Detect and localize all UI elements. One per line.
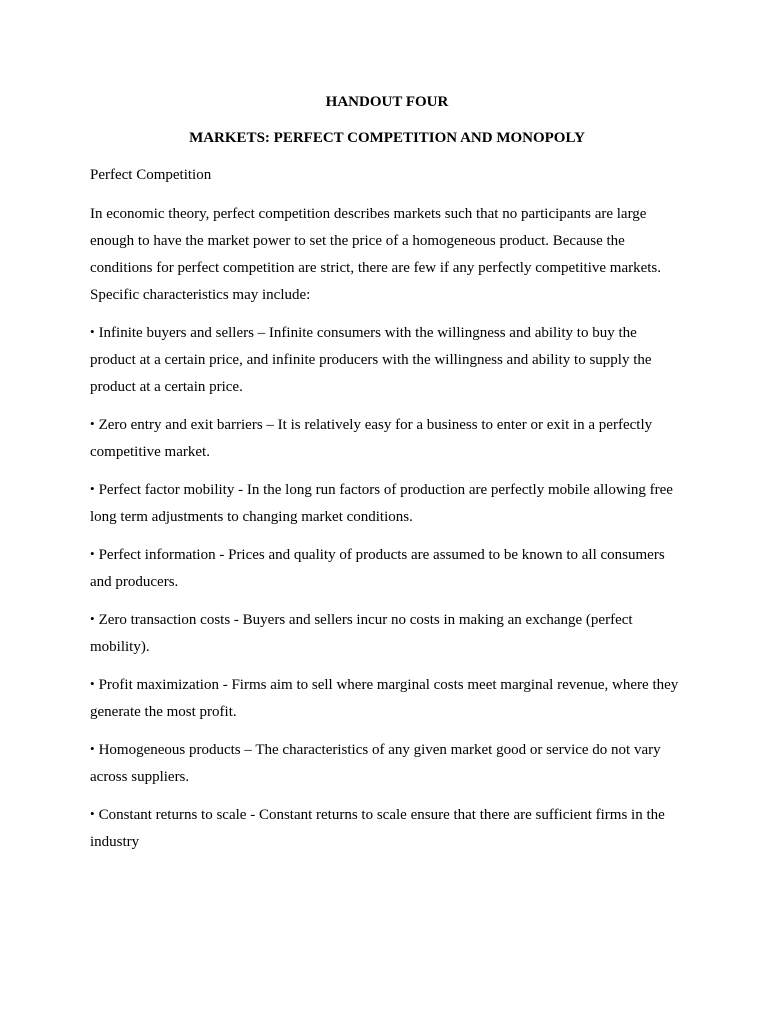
intro-paragraph: In economic theory, perfect competition describes markets such that no participants are large enough to have the market power to set the price of a homogeneous product. Because the conditions for perfect competition are strict, there are few if any perfectly competitive markets. Specific characteristics may include: xyxy=(90,206,662,303)
document-page xyxy=(90,91,684,866)
bullet-icon: • xyxy=(90,324,95,339)
bullet-icon: • xyxy=(90,741,95,756)
list-item xyxy=(90,736,684,791)
list-item-text: Zero entry and exit barriers – It is relatively easy for a business to enter or exit in a perfectly competitive market. xyxy=(90,417,653,460)
list-item xyxy=(90,541,684,596)
list-item xyxy=(90,801,684,856)
list-item-text: Zero transaction costs - Buyers and sellers incur no costs in making an exchange (perfect mobility). xyxy=(90,612,633,655)
list-item xyxy=(90,606,684,661)
bullet-icon: • xyxy=(90,481,95,496)
list-item-text: Perfect factor mobility - In the long run factors of production are perfectly mobile allowing free long term adjustments to changing market conditions. xyxy=(90,482,673,525)
document-subtitle: MARKETS: PERFECT COMPETITION AND MONOPOLY xyxy=(189,130,585,146)
list-item xyxy=(90,671,684,726)
list-item-text: Infinite buyers and sellers – Infinite consumers with the willingness and ability to buy the product at a certain price, and infinite producers with the willingness and ability to supply the product at a certain price. xyxy=(90,325,652,395)
bullet-icon: • xyxy=(90,611,95,626)
list-item-text: Homogeneous products – The characteristics of any given market good or service do not vary across suppliers. xyxy=(90,742,661,785)
list-item xyxy=(90,319,684,401)
section-heading: Perfect Competition xyxy=(90,167,212,183)
list-item xyxy=(90,476,684,531)
list-item-text: Perfect information - Prices and quality of products are assumed to be known to all consumers and producers. xyxy=(90,547,665,590)
bullet-icon: • xyxy=(90,806,95,821)
list-item-text: Constant returns to scale - Constant returns to scale ensure that there are sufficient firms in the industry xyxy=(90,807,665,850)
bullet-icon: • xyxy=(90,676,95,691)
bullet-icon: • xyxy=(90,416,95,431)
document-title: HANDOUT FOUR xyxy=(325,94,449,110)
bullet-icon: • xyxy=(90,546,95,561)
list-item xyxy=(90,411,684,466)
characteristics-list xyxy=(90,319,684,856)
list-item-text: Profit maximization - Firms aim to sell where marginal costs meet marginal revenue, where they generate the most profit. xyxy=(90,677,679,720)
